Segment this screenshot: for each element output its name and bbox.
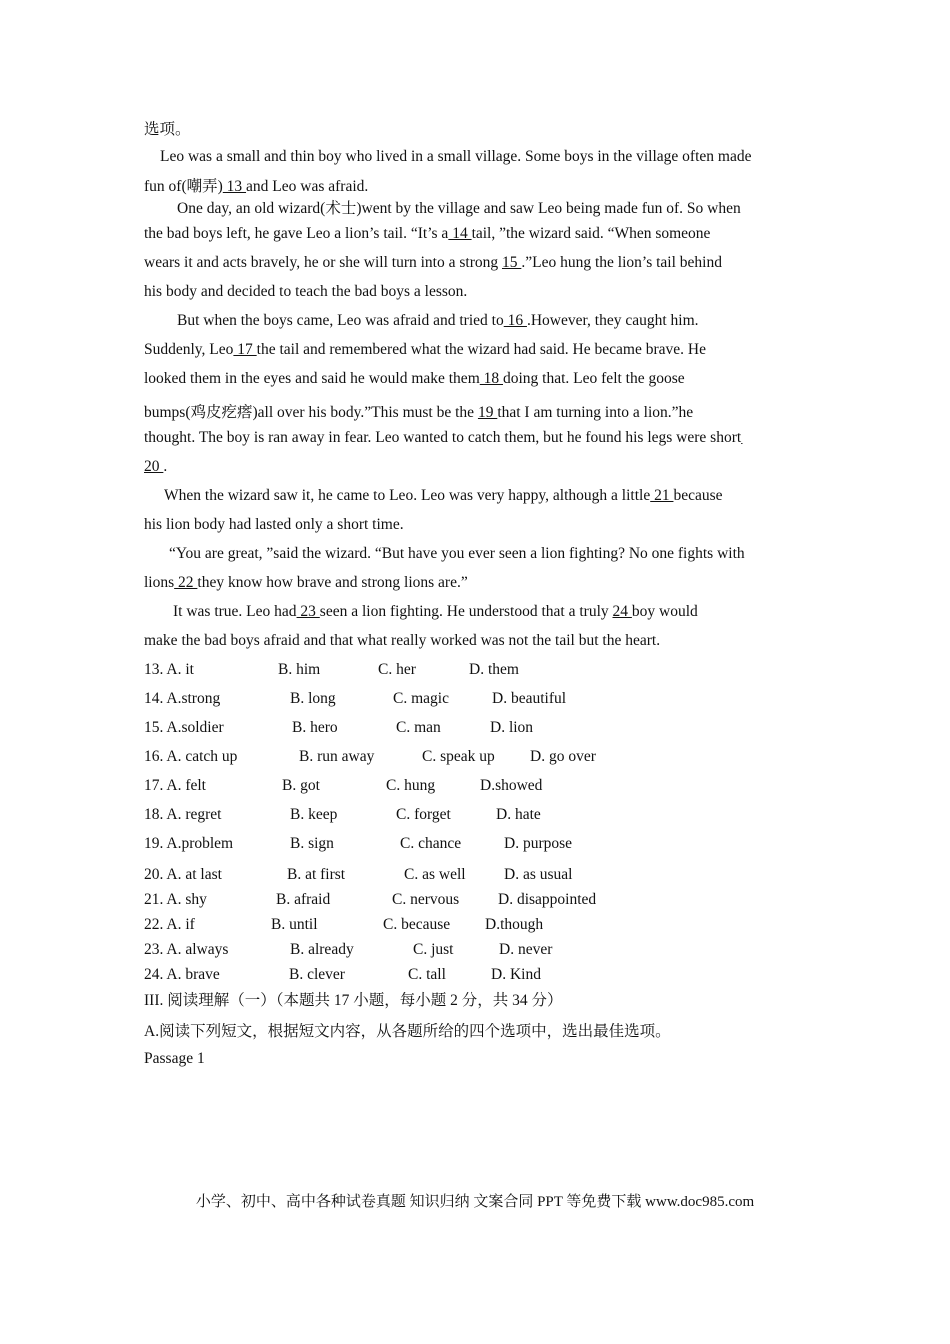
blank-20: 20 bbox=[144, 458, 164, 475]
option-d: D. Kind bbox=[491, 966, 541, 983]
blank-24: 24 bbox=[612, 603, 632, 620]
option-d: D. lion bbox=[490, 719, 534, 736]
option-b: B. long bbox=[290, 690, 336, 707]
blank-23: 23 bbox=[296, 603, 320, 620]
blank-16: 16 bbox=[503, 312, 527, 329]
option-b: B. afraid bbox=[276, 891, 331, 908]
option-d: D. them bbox=[469, 661, 519, 678]
passage-line: Leo was a small and thin boy who lived in a small village. Some boys in the village often made bbox=[160, 148, 752, 165]
option-a: 13. A. it bbox=[144, 661, 194, 678]
instruction-tail: 选项。 bbox=[144, 121, 191, 138]
option-a: 19. A.problem bbox=[144, 835, 234, 852]
option-c: C. man bbox=[396, 719, 441, 736]
blank-18: 18 bbox=[479, 370, 503, 387]
option-a: 20. A. at last bbox=[144, 866, 222, 883]
option-d: D.though bbox=[485, 916, 544, 933]
passage-line: “You are great, ”said the wizard. “But have you ever seen a lion fighting? No one fights with bbox=[169, 545, 745, 562]
blank-17: 17 bbox=[233, 341, 257, 358]
passage-line: the bad boys left, he gave Leo a lion’s tail. “It’s a 14 tail, ”the wizard said. “When someone bbox=[144, 225, 711, 242]
passage-line: make the bad boys afraid and that what really worked was not the tail but the heart. bbox=[144, 632, 661, 649]
passage-label: Passage 1 bbox=[144, 1050, 205, 1067]
option-b: B. hero bbox=[292, 719, 338, 736]
passage-line: wears it and acts bravely, he or she will turn into a strong 15 .”Leo hung the lion’s tail behind bbox=[144, 254, 722, 271]
option-a: 22. A. if bbox=[144, 916, 195, 933]
blank-21: 21 bbox=[650, 487, 674, 504]
page-footer: 小学、初中、高中各种试卷真题 知识归纳 文案合同 PPT 等免费下载 www.doc985.com bbox=[195, 1194, 755, 1210]
option-c: C. chance bbox=[400, 835, 462, 852]
option-a: 18. A. regret bbox=[144, 806, 222, 823]
blank-14: 14 bbox=[448, 225, 472, 242]
option-a: 24. A. brave bbox=[144, 966, 220, 983]
option-d: D. disappointed bbox=[498, 891, 597, 908]
passage-line: thought. The boy is ran away in fear. Leo wanted to catch them, but he found his legs were short bbox=[144, 429, 742, 446]
passage-line: bumps(鸡皮疙瘩)all over his body.”This must be the 19 that I am turning into a lion.”he bbox=[144, 404, 694, 421]
section-heading: III. 阅读理解（一）（本题共 17 小题，每小题 2 分，共 34 分） bbox=[144, 992, 563, 1009]
section-instruction: A.阅读下列短文，根据短文内容，从各题所给的四个选项中，选出最佳选项。 bbox=[144, 1023, 671, 1040]
option-a: 16. A. catch up bbox=[144, 748, 238, 765]
option-b: B. clever bbox=[289, 966, 345, 983]
option-a: 17. A. felt bbox=[144, 777, 206, 794]
option-c: C. tall bbox=[408, 966, 446, 983]
option-c: C. her bbox=[378, 661, 416, 678]
option-b: B. him bbox=[278, 661, 321, 678]
option-b: B. run away bbox=[299, 748, 375, 765]
passage-line: Suddenly, Leo 17 the tail and remembered what the wizard had said. He became brave. He bbox=[144, 341, 706, 358]
option-b: B. got bbox=[282, 777, 320, 794]
option-c: C. magic bbox=[393, 690, 449, 707]
passage-line: 20 . bbox=[144, 458, 168, 475]
option-a: 23. A. always bbox=[144, 941, 229, 958]
passage-line: lions 22 they know how brave and strong lions are.” bbox=[144, 574, 468, 591]
option-d: D. beautiful bbox=[492, 690, 567, 707]
option-c: C. speak up bbox=[422, 748, 495, 765]
option-d: D. as usual bbox=[504, 866, 573, 883]
option-d: D.showed bbox=[480, 777, 543, 794]
passage-line: fun of(嘲弄) 13 and Leo was afraid. bbox=[144, 178, 369, 195]
passage-line: his lion body had lasted only a short time. bbox=[144, 516, 404, 533]
passage-line: looked them in the eyes and said he would make them 18 doing that. Leo felt the goose bbox=[144, 370, 685, 387]
option-a: 15. A.soldier bbox=[144, 719, 224, 736]
option-d: D. go over bbox=[530, 748, 596, 765]
blank-15: 15 bbox=[501, 254, 522, 271]
option-a: 14. A.strong bbox=[144, 690, 221, 707]
option-b: B. already bbox=[290, 941, 354, 958]
passage-line: But when the boys came, Leo was afraid and tried to 16 .However, they caught him. bbox=[177, 312, 699, 329]
passage-line: It was true. Leo had 23 seen a lion fighting. He understood that a truly 24 boy would bbox=[173, 603, 698, 620]
option-b: B. keep bbox=[290, 806, 338, 823]
option-d: D. hate bbox=[496, 806, 541, 823]
option-c: C. hung bbox=[386, 777, 436, 794]
passage-line: When the wizard saw it, he came to Leo. Leo was very happy, although a little 21 because bbox=[164, 487, 723, 504]
option-b: B. sign bbox=[290, 835, 334, 852]
option-c: C. as well bbox=[404, 866, 466, 883]
option-c: C. because bbox=[383, 916, 451, 933]
option-b: B. until bbox=[271, 916, 318, 933]
blank-19: 19 bbox=[477, 404, 498, 421]
option-c: C. nervous bbox=[392, 891, 460, 908]
option-c: C. forget bbox=[396, 806, 451, 823]
passage-line: his body and decided to teach the bad boys a lesson. bbox=[144, 283, 468, 300]
blank-13: 13 bbox=[222, 178, 247, 195]
option-d: D. never bbox=[499, 941, 553, 958]
blank-22: 22 bbox=[174, 574, 198, 591]
option-a: 21. A. shy bbox=[144, 891, 207, 908]
option-c: C. just bbox=[413, 941, 454, 958]
passage-line: One day, an old wizard(术士)went by the village and saw Leo being made fun of. So when bbox=[177, 200, 741, 217]
option-b: B. at first bbox=[287, 866, 346, 883]
option-d: D. purpose bbox=[504, 835, 573, 852]
